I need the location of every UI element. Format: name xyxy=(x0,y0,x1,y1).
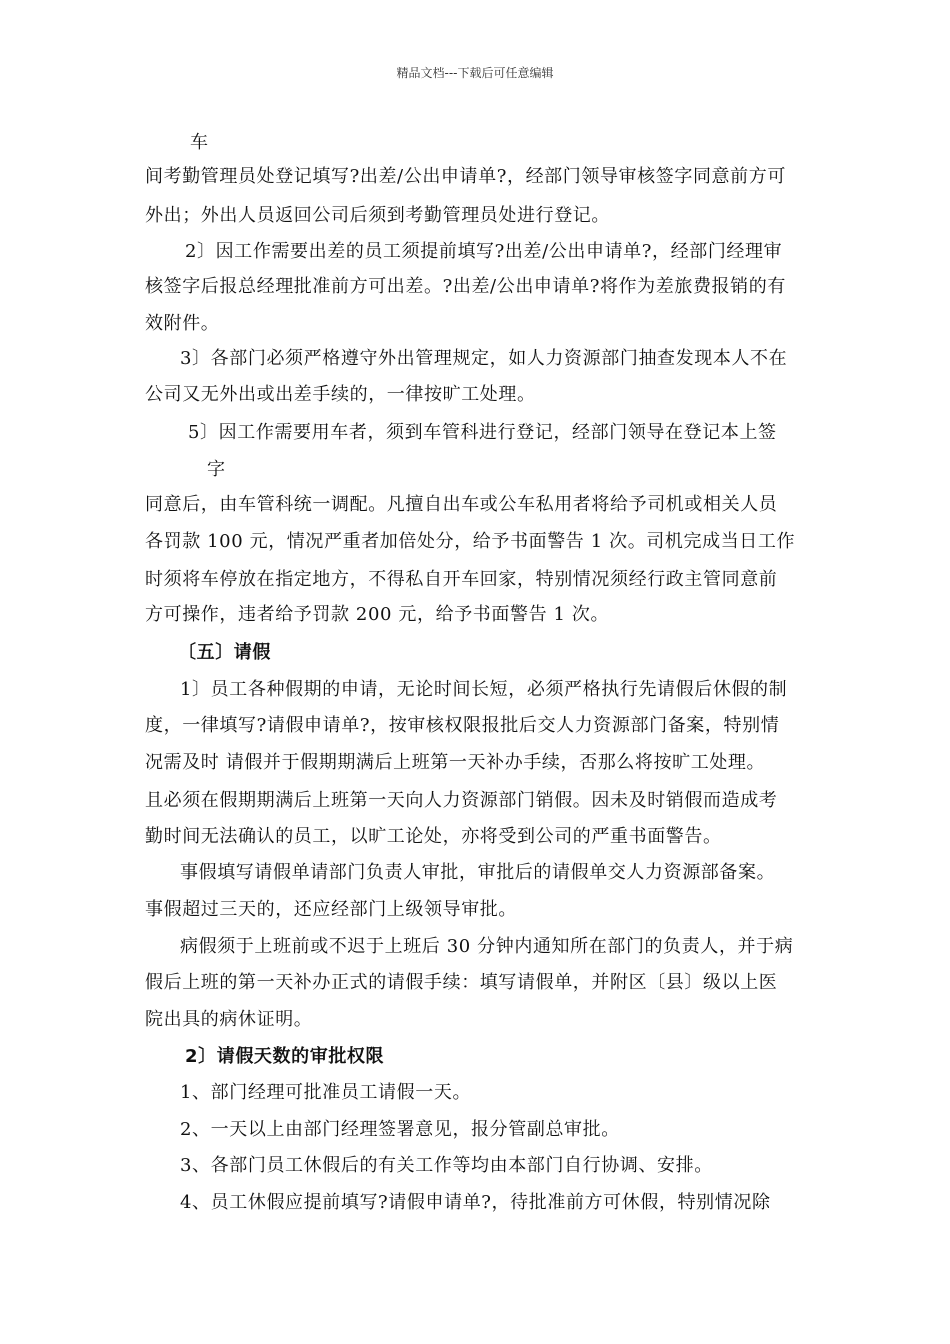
text-line: 且必须在假期期满后上班第一天向人力资源部门销假。因未及时销假而造成考 xyxy=(145,790,778,811)
text-line: 假后上班的第一天补办正式的请假手续：填写请假单，并附区〔县〕级以上医 xyxy=(145,972,778,993)
text-line: 同意后，由车管科统一调配。凡擅自出车或公车私用者将给予司机或相关人员 xyxy=(145,494,778,515)
text-line: 1〕员工各种假期的申请，无论时间长短，必须严格执行先请假后休假的制 xyxy=(180,679,788,700)
text-line: 公司又无外出或出差手续的，一律按旷工处理。 xyxy=(145,384,536,405)
text-line: 间考勤管理员处登记填写?出差/公出申请单?，经部门领导审核签字同意前方可 xyxy=(145,166,786,187)
text-line: 5〕因工作需要用车者，须到车管科进行登记，经部门领导在登记本上签 xyxy=(188,422,777,443)
text-line: 核签字后报总经理批准前方可出差。?出差/公出申请单?将作为差旅费报销的有 xyxy=(145,276,786,297)
section-heading: 〔五〕请假 xyxy=(178,642,271,663)
list-item: 4、员工休假应提前填写?请假申请单?，待批准前方可休假，特别情况除 xyxy=(180,1192,771,1213)
list-item: 2、一天以上由部门经理签署意见，报分管副总审批。 xyxy=(180,1119,620,1140)
text-line: 车 xyxy=(190,132,209,153)
text-line: 各罚款 100 元，情况严重者加倍处分，给予书面警告 1 次。司机完成当日工作 xyxy=(145,531,796,552)
text-line: 效附件。 xyxy=(145,313,220,334)
text-line: 事假超过三天的，还应经部门上级领导审批。 xyxy=(145,899,517,920)
list-item: 1、部门经理可批准员工请假一天。 xyxy=(180,1082,472,1103)
sub-heading: 2〕请假天数的审批权限 xyxy=(185,1046,385,1067)
text-line: 2〕因工作需要出差的员工须提前填写?出差/公出申请单?，经部门经理审 xyxy=(185,241,783,262)
text-line: 况需及时 请假并于假期期满后上班第一天补办手续，否那么将按旷工处理。 xyxy=(145,752,766,773)
page-header: 精品文档---下载后可任意编辑 xyxy=(396,66,554,80)
text-line: 病假须于上班前或不迟于上班后 30 分钟内通知所在部门的负责人，并于病 xyxy=(180,936,794,957)
text-line: 度，一律填写?请假申请单?，按审核权限报批后交人力资源部门备案，特别情 xyxy=(145,715,780,736)
text-line: 院出具的病休证明。 xyxy=(145,1009,313,1030)
text-line: 时须将车停放在指定地方，不得私自开车回家，特别情况须经行政主管同意前 xyxy=(145,569,778,590)
text-line: 字 xyxy=(207,459,226,480)
text-line: 3〕各部门必须严格遵守外出管理规定，如人力资源部门抽查发现本人不在 xyxy=(180,348,788,369)
text-line: 方可操作，违者给予罚款 200 元，给予书面警告 1 次。 xyxy=(145,604,610,625)
text-line: 外出；外出人员返回公司后须到考勤管理员处进行登记。 xyxy=(145,205,610,226)
text-line: 勤时间无法确认的员工，以旷工论处，亦将受到公司的严重书面警告。 xyxy=(145,826,722,847)
text-line: 事假填写请假单请部门负责人审批，审批后的请假单交人力资源部备案。 xyxy=(180,862,776,883)
list-item: 3、各部门员工休假后的有关工作等均由本部门自行协调、安排。 xyxy=(180,1155,713,1176)
